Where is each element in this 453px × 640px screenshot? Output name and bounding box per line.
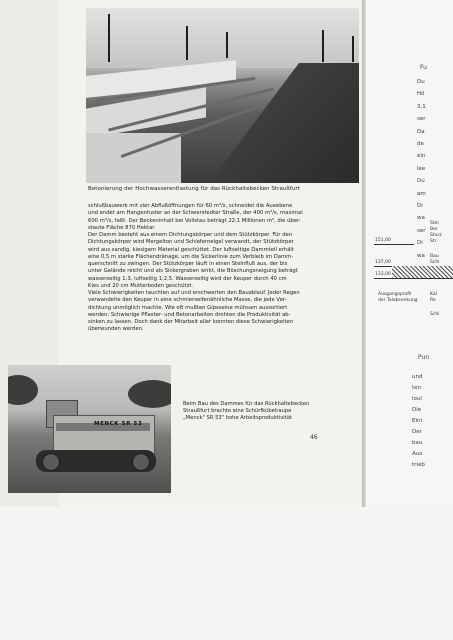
bottom-photo-scraper — [8, 365, 171, 493]
next-page-fragment: Die — [412, 407, 422, 413]
caption-line: „Menck" SR 53" hohe Arbeitsproduktivität — [183, 415, 292, 421]
diagram-label: Bau — [430, 254, 439, 259]
next-page-fragment: Einl — [412, 418, 423, 424]
body-line: schlußbauwerk mit vier Abflußöffnungen für 60 m³/s, schneidet die Aueebene — [88, 203, 293, 209]
diagram-label: Ausgangsprofil — [378, 292, 412, 297]
diagram-label: der Talabsenkung — [378, 298, 418, 303]
body-line: Der Damm besteht aus einem Dichtungskörper und dem Stützkörper. Für den — [88, 232, 293, 238]
diagram-line — [374, 278, 453, 279]
next-page-fragment: trieb — [412, 462, 425, 468]
body-line: und endet am Hangenfuster an der Schwerstedter Straße, der 400 m³/s, maximal — [88, 210, 303, 217]
next-page-fragment: Aus — [412, 451, 423, 457]
diagram-line — [374, 244, 414, 245]
elevation-label: 137,00 — [375, 260, 391, 265]
body-line: überwunden werden. — [88, 326, 144, 333]
body-line: staute Fläche 870 Hektar. — [88, 224, 156, 231]
power-pole — [322, 30, 324, 62]
body-line: wird aus sandig, kiesigem Material geschüttet. Der luftseitige Dammteil erhält — [88, 246, 294, 253]
caption-line: Straußfurt brachte eine Schürfkübelraupe — [183, 408, 292, 414]
next-page-fragment: ein — [417, 153, 426, 160]
power-pole — [226, 32, 228, 58]
diagram-label: Ro — [430, 298, 436, 303]
diagram-label: Schi — [430, 260, 440, 265]
next-page-fragment: Der — [412, 429, 422, 435]
next-page-fragment: ser — [417, 116, 426, 123]
next-page-fragment: ser — [417, 227, 426, 234]
body-line: dichtung unmöglich machte. Wie oft mußten Gipsseine mühsam aussortiert — [88, 304, 288, 311]
next-page-fragment: am — [417, 190, 426, 197]
body-line: verwandelte den Keuper in eine schmierseifenähnliche Masse, die jede Ver- — [88, 297, 287, 304]
scraper-machine — [28, 395, 158, 480]
body-line: Dichtungskörper wird Mergelton und Schieferneigel verwandt, der Stützkörper — [88, 239, 294, 246]
body-line: Kies und 20 cm Mutterboden geschützt. — [88, 282, 194, 289]
track-wheel — [132, 453, 150, 471]
body-text — [88, 203, 358, 334]
power-pole — [186, 26, 188, 60]
next-page-fragment: loul — [412, 396, 422, 402]
diagram-label: Schi — [430, 312, 440, 317]
next-page-subheader: Pun — [418, 354, 430, 361]
next-page-fragment: Hö — [417, 91, 425, 98]
body-line: querschnitt zu zwingen. Der Stützkörper läuft in einen Steinfluß aus, der bis — [88, 261, 288, 267]
body-line: sinken zu lassen. Doch dank der Mitarbeit aller konnten diese Schwierigkeiten — [88, 319, 294, 325]
elevation-label: 151,00 — [375, 238, 391, 243]
diagram-hatching — [392, 266, 453, 278]
elevation-label: 133,00 — [375, 272, 391, 277]
next-page-fragment: wa — [417, 215, 425, 222]
page-number: 46 — [310, 434, 318, 441]
body-line: wasserseitig 1:3, luftseitig 1:2,5. Wasserseitig wird der Keuper durch 40 cm — [88, 275, 287, 282]
photo-sky — [86, 8, 359, 68]
next-page-column-bottom — [412, 372, 452, 471]
top-photo-caption: Betonierung der Hochwasserentlastung für das Rückhaltebecken Straußfurt — [88, 186, 300, 192]
diagram-label: Stei — [430, 221, 439, 226]
diagram-label: Kal — [430, 292, 437, 297]
track-wheel — [42, 453, 60, 471]
body-line: eine 0,5 m starke Flächendränage, um die Sickerlinie zum Verbleib im Damm- — [88, 253, 294, 260]
body-line: unter Gelände reicht und als Sickergraben wirkt, die Böschungsneigung beträgt — [88, 268, 298, 275]
power-pole — [108, 14, 110, 62]
diagram-label: Ber — [430, 227, 438, 232]
scan-bottom-margin — [0, 507, 453, 640]
next-page-header: Fu — [420, 64, 427, 71]
power-pole — [352, 36, 354, 62]
next-page-fragment: bau — [412, 440, 423, 446]
next-page-fragment: Di — [417, 240, 423, 247]
bottom-photo-caption — [183, 401, 343, 422]
body-line: werden. Schwierige Pflaster- und Betonarbeiten drohten die Produktivität ab- — [88, 311, 291, 318]
next-page-fragment: lee — [417, 165, 426, 172]
diagram-label: Sturz — [430, 233, 442, 238]
caption-line: Beim Bau des Dammes für das Rückhaltebecken — [183, 401, 310, 407]
next-page-fragment: 3,1 — [417, 103, 426, 110]
body-line: 600 m³/s, faßt. Der Beckeninhalt bei Vollstau beträgt 22,1 Millionen m³, die über- — [88, 217, 301, 224]
next-page-fragment: Da — [417, 128, 425, 135]
next-page-fragment: und — [412, 374, 423, 380]
next-page-fragment: wa — [417, 252, 425, 259]
body-line: Viele Schwierigkeiten tauchten auf und erschwerten den Bauablauf. Jeder Regen — [88, 290, 300, 296]
next-page-fragment: Di — [417, 203, 423, 210]
scraper-label: MENCK SR 53 — [94, 421, 143, 427]
diagram-label: Str — [430, 239, 437, 244]
top-photo-reservoir-construction — [86, 8, 359, 183]
next-page-fragment: ten — [412, 385, 422, 391]
next-page-fragment: de — [417, 141, 424, 148]
next-page-fragment: Du — [417, 79, 425, 85]
next-page-fragment: Du — [417, 178, 425, 185]
